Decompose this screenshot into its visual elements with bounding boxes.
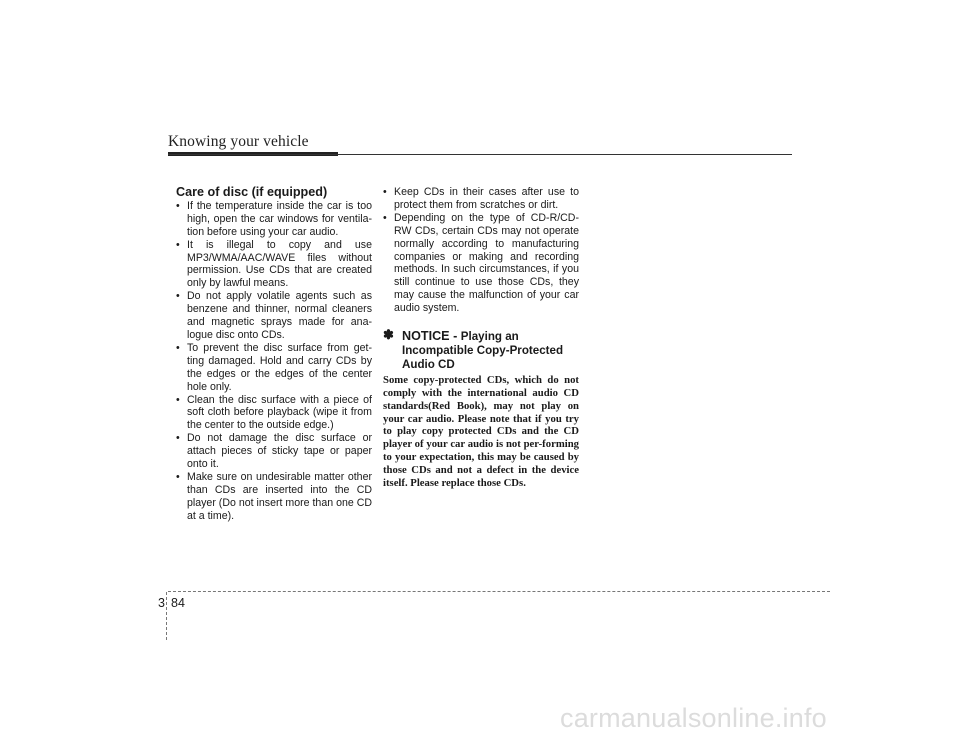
list-item: • Do not apply volatile agents such as benzene and thinner, normal cleaners and magnetic sprays made for ana-logue disc onto CDs. [176, 290, 372, 342]
watermark: carmanualsonline.info [560, 703, 827, 733]
notice-subtitle: Playing an Incompatible Copy-Protected Audio CD [402, 330, 564, 371]
footer-rule [168, 591, 830, 592]
page-number: 84 [171, 596, 185, 610]
list-item: • Depending on the type of CD-R/CD-RW CDs, certain CDs may not operate normally according to manufacturing companies or making and recording methods. In such circumstances, if you still continue to use those CDs, they may cause the malfunction of your car audio system. [383, 212, 579, 315]
care-bullet-list [176, 200, 372, 523]
notice-heading [383, 327, 579, 372]
header-rule [168, 154, 792, 155]
notice-label: NOTICE - [402, 329, 461, 344]
list-item: • Keep CDs in their cases after use to protect them from scratches or dirt. [383, 186, 579, 212]
list-item: • It is illegal to copy and use MP3/WMA/AAC/WAVE files without permission. Use CDs that are created only by lawful means. [176, 239, 372, 291]
list-item: • If the temperature inside the car is too high, open the car windows for ventila-tion before using your car audio. [176, 200, 372, 239]
list-item: • Clean the disc surface with a piece of soft cloth before playback (wipe it from the center to the outside edge.) [176, 394, 372, 433]
footer-vertical-rule [166, 592, 167, 640]
list-item: • Make sure on undesirable matter other than CDs are inserted into the CD player (Do not insert more than one CD at a time). [176, 471, 372, 523]
left-column [176, 186, 372, 523]
section-title: Care of disc (if equipped) [176, 185, 328, 199]
list-item: • To prevent the disc surface from get-ting damaged. Hold and carry CDs by the edges or the edges of the center hole only. [176, 342, 372, 394]
chapter-number: 3 [158, 596, 165, 610]
list-item: • Do not damage the disc surface or attach pieces of sticky tape or paper onto it. [176, 432, 372, 471]
care-bullet-list-continued [383, 186, 579, 315]
notice-body: Some copy-protected CDs, which do not comply with the international audio CD standards(Red Book), may not play on your car audio. Please note that if you try to play copy protected CDs and the CD player of your car audio is not per-forming to your expectation, this may be caused by those CDs and not a defect in the device itself. Please replace those CDs. [383, 373, 579, 490]
notice-icon: ✽ [383, 327, 394, 343]
section-header-title: Knowing your vehicle [168, 133, 309, 150]
right-column [383, 186, 579, 490]
